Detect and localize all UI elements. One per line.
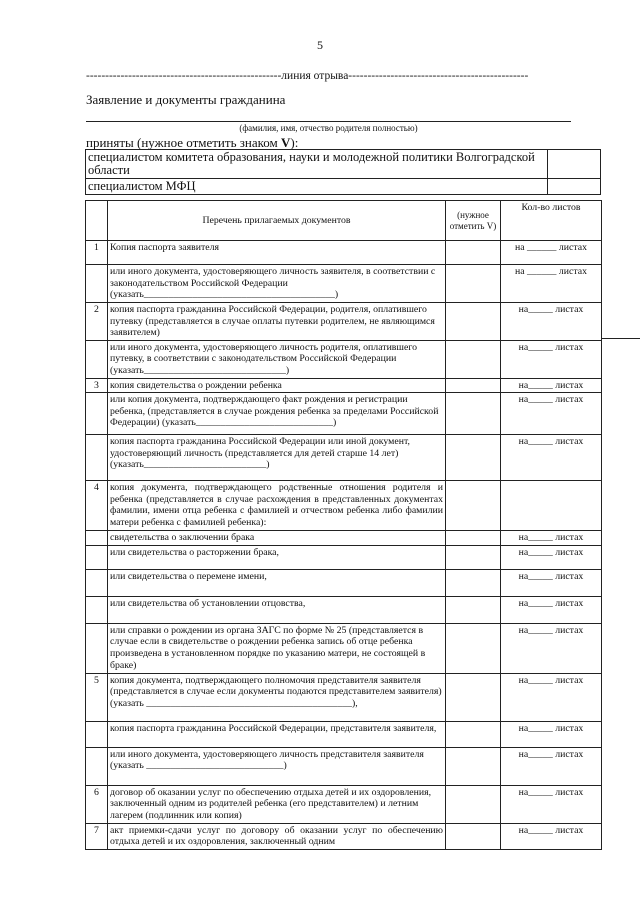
sheet-count: на_____ листах (501, 673, 602, 721)
table-row (86, 545, 602, 569)
row-number: 4 (86, 481, 108, 531)
mark-cell[interactable] (446, 569, 501, 596)
sheet-count: на_____ листах (501, 393, 602, 435)
mark-cell[interactable] (446, 785, 501, 823)
sheet-count: на_____ листах (501, 596, 602, 623)
row-number: 2 (86, 303, 108, 341)
document-name: копия паспорта гражданина Российской Федерации, родителя, оплатившего путевку (представляется в случае оплаты путевки родителем, не являющимся заявителем) (108, 303, 446, 341)
table-row (86, 721, 602, 747)
table-row (86, 673, 602, 721)
table-row (86, 623, 602, 673)
sheet-count: на_____ листах (501, 340, 602, 378)
sheet-count: на_____ листах (501, 303, 602, 341)
mark-cell[interactable] (446, 673, 501, 721)
row-number: 1 (86, 241, 108, 265)
table-row (86, 340, 602, 378)
mark-cell[interactable] (446, 747, 501, 785)
sheet-count: на_____ листах (501, 531, 602, 546)
accepted-label: приняты (нужное отметить знаком V): (86, 135, 299, 150)
mark-cell[interactable] (446, 435, 501, 481)
document-name: акт приемки-сдачи услуг по договору об оказании услуг по обеспечению отдыха детей и их оздоровления, заключенный одним (108, 823, 446, 849)
table-row (86, 823, 602, 849)
check-mark-symbol: V (281, 135, 291, 150)
table-row (86, 747, 602, 785)
sheet-count: на_____ листах (501, 378, 602, 393)
row-number (86, 435, 108, 481)
sheet-count (501, 481, 602, 531)
sheet-count: на_____ листах (501, 721, 602, 747)
table-row (86, 435, 602, 481)
row-number (86, 623, 108, 673)
documents-table (85, 200, 602, 850)
document-name: или справки о рождении из органа ЗАГС по форме № 25 (представляется в случае если в свидетельстве о рождении ребенка запись об отце ребенка произведена в установленном порядке по указанию матери, не состоящей в браке) (108, 623, 446, 673)
header-list: Перечень прилагаемых документов (108, 201, 446, 241)
document-name: копия документа, подтверждающего родственные отношения родителя и ребенка (представляется в случае расхождения в представленных документах фамилии, имени отца ребенка с фамилией и отчеством ребенка либо фамилии матери ребенка с фамилией ребенка): (108, 481, 446, 531)
table-row (86, 303, 602, 341)
receiver-label: специалистом комитета образования, науки и молодежной политики Волгоградской области (86, 150, 548, 179)
document-name: договор об оказании услуг по обеспечению отдыха детей и их оздоровления, заключенный одним из родителей ребенка (его представителем) и летним лагерем (подлинник или копия) (108, 785, 446, 823)
document-name: копия свидетельства о рождении ребенка (108, 378, 446, 393)
receiver-label: специалистом МФЦ (86, 179, 548, 195)
table-row (86, 785, 602, 823)
sheet-count: на_____ листах (501, 569, 602, 596)
table-row (86, 378, 602, 393)
cut-line: ---------------------------------------------------линия отрыва----------------------------------------------- (86, 70, 529, 82)
header-mark: (нужное отметить V) (446, 201, 501, 241)
row-number (86, 596, 108, 623)
document-name: или иного документа, удостоверяющего личность родителя, оплатившего путевку, в соответствии с законодательством Российской Федерации (указать_____________________________) (108, 340, 446, 378)
document-name: или иного документа, удостоверяющего личность заявителя, в соответствии с законодательством Российской Федерации (указать_______________________________________) (108, 265, 446, 303)
mark-cell[interactable] (446, 393, 501, 435)
document-name: или свидетельства о расторжении брака, (108, 545, 446, 569)
row-number: 6 (86, 785, 108, 823)
table-row (86, 241, 602, 265)
application-title: Заявление и документы гражданина (86, 92, 286, 107)
sheet-count: на_____ листах (501, 435, 602, 481)
page-number: 5 (317, 38, 323, 52)
table-row (86, 265, 602, 303)
row-number: 7 (86, 823, 108, 849)
table-row (86, 531, 602, 546)
table-row (86, 569, 602, 596)
table-row (86, 393, 602, 435)
sheet-count: на_____ листах (501, 785, 602, 823)
row-number (86, 747, 108, 785)
row-number (86, 569, 108, 596)
mark-cell[interactable] (446, 823, 501, 849)
sheet-count: на_____ листах (501, 747, 602, 785)
table-row (86, 596, 602, 623)
mark-cell[interactable] (446, 241, 501, 265)
parent-name-line (86, 121, 571, 122)
document-name: копия паспорта гражданина Российской Федерации или иной документ, удостоверяющий личность (представляется для детей старше 14 лет) (указать_________________________) (108, 435, 446, 481)
sheet-count: на_____ листах (501, 545, 602, 569)
row-number: 3 (86, 378, 108, 393)
receiver-row (86, 150, 601, 179)
document-name: или копия документа, подтверждающего факт рождения и регистрации ребенка, (представляется в случае рождения ребенка за пределами Российской Федерации) (указать____________________________) (108, 393, 446, 435)
mark-cell[interactable] (446, 265, 501, 303)
document-name: свидетельства о заключении брака (108, 531, 446, 546)
sheet-count: на_____ листах (501, 623, 602, 673)
mark-cell[interactable] (446, 545, 501, 569)
mark-cell[interactable] (446, 378, 501, 393)
receiver-checkbox[interactable] (548, 150, 601, 179)
mark-cell[interactable] (446, 481, 501, 531)
document-name: Копия паспорта заявителя (108, 241, 446, 265)
mark-cell[interactable] (446, 623, 501, 673)
receiver-table (85, 149, 601, 195)
mark-cell[interactable] (446, 303, 501, 341)
mark-cell[interactable] (446, 340, 501, 378)
receiver-row (86, 179, 601, 195)
row-number: 5 (86, 673, 108, 721)
header-count: Кол-во листов (501, 201, 602, 241)
document-name: копия документа, подтверждающего полномочия представителя заявителя (представляется в случае если документы подаются представителем заявителя) (указать __________________________________________), (108, 673, 446, 721)
parent-name-caption: (фамилия, имя, отчество родителя полностью) (239, 123, 418, 133)
document-name: или свидетельства об установлении отцовства, (108, 596, 446, 623)
document-name: или иного документа, удостоверяющего личность представителя заявителя (указать ____________________________) (108, 747, 446, 785)
sheet-count: на ______ листах (501, 241, 602, 265)
row-number (86, 545, 108, 569)
sheet-count: на ______ листах (501, 265, 602, 303)
mark-cell[interactable] (446, 721, 501, 747)
table-row (86, 481, 602, 531)
row-number (86, 340, 108, 378)
sheet-count: на_____ листах (501, 823, 602, 849)
row-number (86, 393, 108, 435)
row-number (86, 531, 108, 546)
mark-cell[interactable] (446, 531, 501, 546)
document-name: копия паспорта гражданина Российской Федерации, представителя заявителя, (108, 721, 446, 747)
mark-cell[interactable] (446, 596, 501, 623)
edge-line (601, 338, 640, 339)
row-number (86, 265, 108, 303)
row-number (86, 721, 108, 747)
receiver-checkbox[interactable] (548, 179, 601, 195)
table-header-row (86, 201, 602, 241)
header-num-cell (86, 201, 108, 241)
document-name: или свидетельства о перемене имени, (108, 569, 446, 596)
